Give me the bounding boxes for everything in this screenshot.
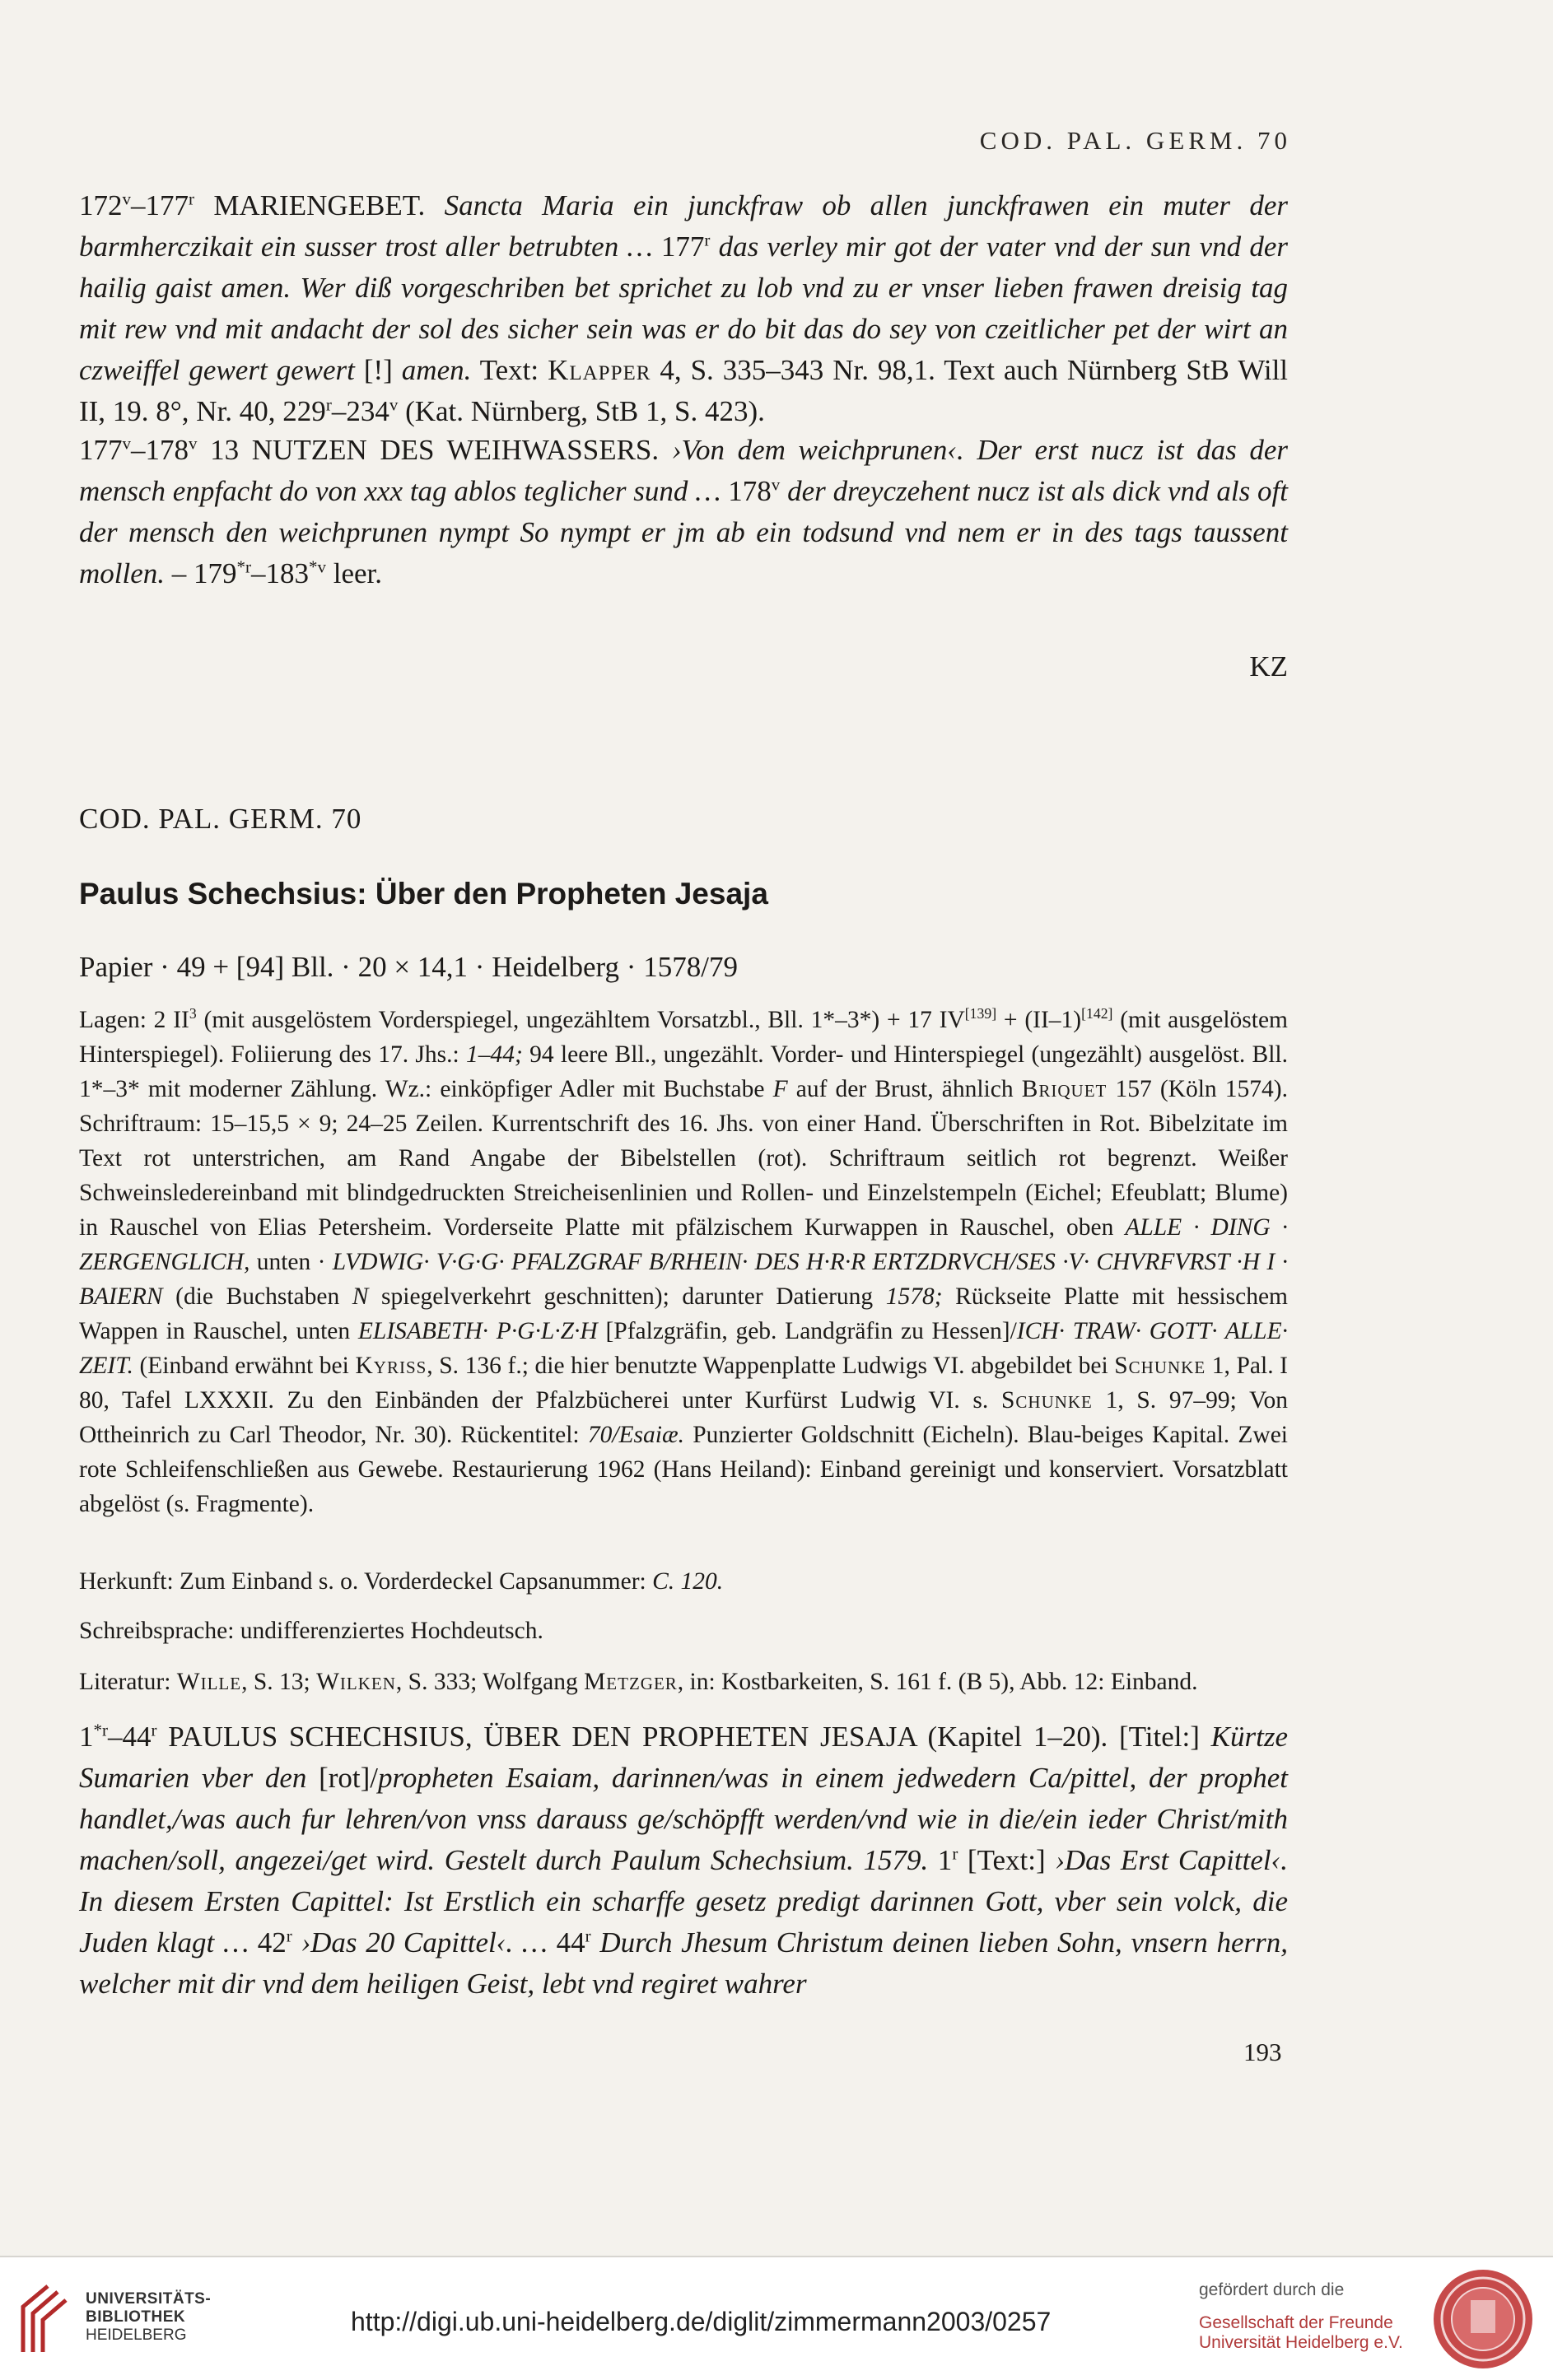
physical-specs: Papier · 49 + [94] Bll. · 20 × 14,1 · Heidelberg · 1578/79 [79, 951, 738, 983]
library-name-line1: UNIVERSITÄTS- [86, 2290, 212, 2308]
lagen-description: Lagen: 2 $II^3$ (mit ausgelöstem Vorderspiegel, ungezähltem Vorsatzbl., Bll. 1*–3*) + 17 IV[139] + (II–1)[142] (mit ausgelöstem Hinterspiegel). Foliierung des 17. Jhs.: 1–44; 94 leere Bll., ungezählt. Vorder- und Hinterspiegel (ungezählt) ausgelöst. Bll. 1*–3* mit moderner Zählung. Wz.: einköpfiger Adler mit Buchstabe F auf der Brust, ähnlich Briquet 157 (Köln 1574). Schriftraum: 15–15,5 × 9; 24–25 Zeilen. Kurrentschrift des 16. Jhs. von einer Hand. Überschriften in Rot. Bibelzitate im Text rot unterstrichen, am Rand Angabe der Bibelstellen (rot). Schriftraum seitlich rot begrenzt. Weißer Schweinsledereinband mit blindgedruckten Streicheisenlinien und Rollen- und Einzelstempeln (Eichel; Efeublatt; Blume) in Rauschel von Elias Petersheim. Vorderseite Platte mit pfälzischem Kurwappen in Rauschel, oben ALLE · DING · ZERGENGLICH, unten · LVDWIG· V·G·G· PFALZGRAF B/RHEIN· DES H·R·R ERTZDRVCH/SES ·V· CHVRFVRST ·H I · BAIERN (die Buchstaben N spiegelverkehrt geschnitten); darunter Datierung 1578; Rückseite Platte mit hessischem Wappen in Rauschel, unten ELISABETH· P·G·L·Z·H [Pfalzgräfin, geb. Landgräfin zu Hessen]/ICH· TRAW· GOTT· ALLE· ZEIT. (Einband erwähnt bei Kyriss, S. 136 f.; die hier benutzte Wappenplatte Ludwigs VI. abgebildet bei Schunke 1, Pal. I 80, Tafel LXXXII. Zu den Einbänden der Pfalzbücherei unter Kurfürst Ludwig VI. s. Schunke 1, S. 97–99; Von Ottheinrich zu Carl Theodor, Nr. 30). Rückentitel: 70/Esaiæ. Punzierter Goldschnitt (Eicheln). Blau-beiges Kapital. Zwei rote Schleifenschließen aus Gewebe. Restaurierung 1962 (Hans Heiland): Einband gereinigt und konserviert. Vorsatzblatt abgelöst (s. Fragmente). [79, 1005, 1289, 1517]
sponsor-label: gefördert durch die [1199, 2280, 1345, 2299]
entry-main-text: 1$^{*r}$–44$^r$ PAULUS SCHECHSIUS, ÜBER DEN PROPHETEN JESAJA (Kapitel 1–20). [Titel:] Kürtze Sumarien vber den [rot]/propheten Esaiam, darinnen/was in einem jedwedern Ca/pittel, der prophet handlet,/was auch fur lehren/von vnss darauss ge/schöpfft werden/vnd wie in die/ein ieder Christ/mith machen/soll, angezei/get wird. Gestelt durch Paulum Schechsium. 1579. 1$^r$ [Text:] ›Das Erst Capittel‹. In diesem Ersten Capittel: Ist Erstlich ein scharffe gesetz predigt darinnen Gott, vber sein volck, die Juden klagt … 42$^r$ ›Das 20 Capittel‹. … 44$^r$ Durch Jhesum Christum deinen lieben Sohn, vnsern herrn, welcher mit dir vnd dem heiligen Geist, lebt vnd regiret wahrer [79, 1720, 1289, 2000]
codex-heading: COD. PAL. GERM. 70 [79, 803, 362, 835]
society-line1: Gesellschaft der Freunde [1199, 2313, 1393, 2332]
digital-url-link[interactable]: http://digi.ub.uni-heidelberg.de/diglit/zimmermann2003/0257 [351, 2307, 1052, 2336]
literatur-line: Literatur: Wille, S. 13; Wilken, S. 333; Wolfgang Metzger, in: Kostbarkeiten, S. 161 f. (B 5), Abb. 12: Einband. [79, 1669, 1198, 1695]
running-head: COD. PAL. GERM. 70 [979, 126, 1291, 155]
library-logo-icon [15, 2282, 69, 2356]
page-number: 193 [1243, 2038, 1282, 2066]
university-seal-icon [1431, 2267, 1535, 2371]
schreibsprache-line: Schreibsprache: undifferenziertes Hochdeutsch. [79, 1618, 543, 1644]
sponsor-block[interactable] [1199, 2280, 1403, 2353]
entry-mariengebet: 172$^v$–177$^r$ MARIENGEBET. Sancta Maria ein junckfraw ob allen junckfrawen ein muter der barmherczikait ein susser trost aller betrubten … 177$^r$ das verley mir got der vater vnd der sun vnd der hailig gaist amen. Wer diß vorgeschriben bet sprichet zu lob vnd zu er vnser lieben frawen dreisig tag mit rew vnd mit andacht der sol des sicher sein was er do bit das do sey von czeitlicher pet der wirt an czweiffel gewert gewert [!] amen. Text: Klapper 4, S. 335–343 Nr. 98,1. Text auch Nürnberg StB Will II, 19. 8°, Nr. 40, 229$^r$–234$^v$ (Kat. Nürnberg, StB 1, S. 423). [79, 189, 1289, 427]
work-title: Paulus Schechsius: Über den Propheten Jesaja [79, 877, 768, 911]
entry-weihwasser: 177$^v$–178$^v$ 13 NUTZEN DES WEIHWASSERS. ›Von dem weichprunen‹. Der erst nucz ist das der mensch enpfacht do von xxx tag ablos teglicher sund … 178$^v$ der dreyczehent nucz ist als dick vnd als oft der mensch den weichprunen nympt So nympt er jm ab ein todsund vnd nem er in des tags taussent mollen. – 179$^{*r}$–183$^{*v}$ leer. [79, 433, 1288, 589]
author-initials: KZ [1249, 650, 1288, 682]
library-name-line2: BIBLIOTHEK [86, 2308, 186, 2326]
library-name[interactable] [86, 2290, 211, 2345]
society-line2: Universität Heidelberg e.V. [1199, 2333, 1403, 2352]
digitization-footer [0, 2256, 1553, 2380]
herkunft-line: Herkunft: Zum Einband s. o. Vorderdeckel Capsanummer: C. 120. [79, 1568, 724, 1595]
library-name-line3: HEIDELBERG [86, 2326, 187, 2344]
sponsor-society [1199, 2313, 1403, 2353]
